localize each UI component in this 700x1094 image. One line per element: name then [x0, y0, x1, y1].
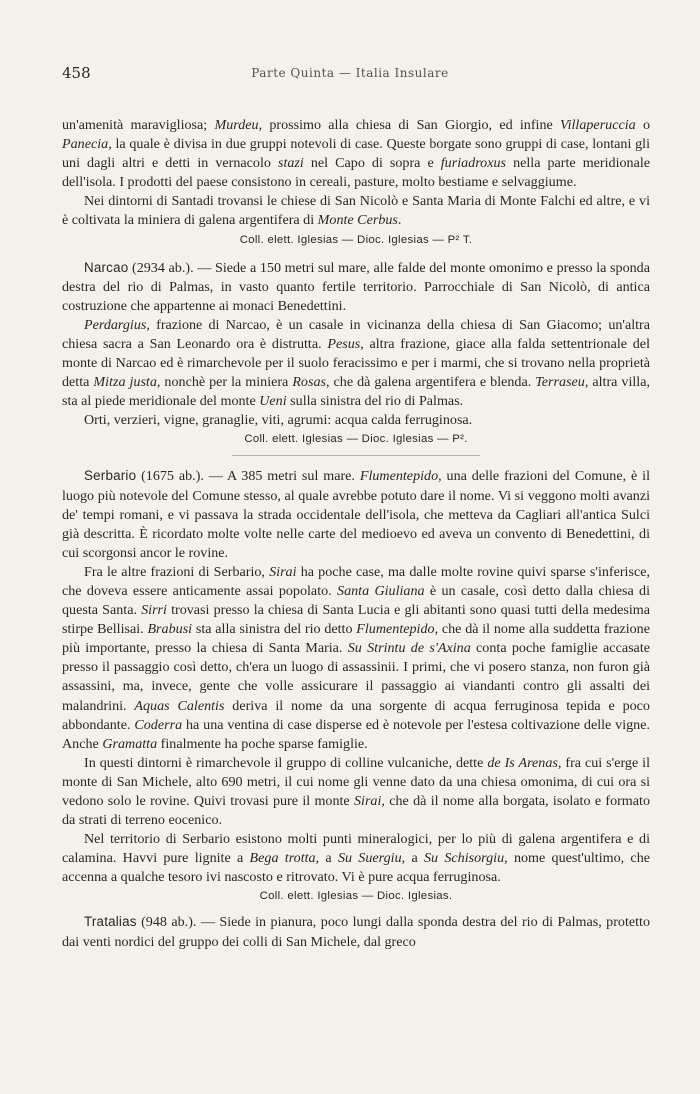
- paragraph-serbario-colline: In questi dintorni è rimarchevole il gruppo di colline vulcaniche, dette de Is Arenas, fra cui s'erge il monte di San Michele, alto 690 metri, il cui nome gli venne dato da una chiesa omonima, di cui ora si vedono solo le rovine. Quivi trovasi pure il monte Sirai, che dà il nome alla borgata, isolato e formato da strati di terreno eocenico.: [62, 754, 650, 829]
- entry-title-serbario: Serbario: [84, 468, 137, 484]
- entry-title-narcao: Narcao: [84, 259, 129, 275]
- paragraph-narcao-produce: Orti, verzieri, vigne, granaglie, viti, agrumi: acqua calda ferruginosa.: [84, 412, 473, 429]
- electoral-note-serbario: Coll. elett. Iglesias — Dioc. Iglesias.: [259, 890, 453, 903]
- entry-narcao: Narcao (2934 ab.). — Siede a 150 metri sul mare, alle falde del monte omonimo e presso la sponda destra del rio di Palmas, in vasto quanto fertile territorio. Parrocchiale di San Nicolò, di antica costruzione che appartenne ai monaci Benedettini.: [62, 259, 650, 314]
- paragraph-serbario-frazioni: Fra le altre frazioni di Serbario, Sirai ha poche case, ma dalle molte rovine quivi sparse s'inferisce, che doveva essere anticamente assai popolato. Santa Giuliana è un casale, così detto dalla chiesa di questa Santa. Sirri trovasi presso la chiesa di Santa Lucia e gli abitanti sono quasi tutti della medesima stirpe Bellisai. Brabusi sta alla sinistra del rio detto Flumentepido, che dà il nome alla suddetta frazione più importante, presso la chiesa di Santa Maria. Su Strintu de s'Axina conta poche famiglie accasate presso il passaggio così detto, ch'era un luogo di assassinii. I primi, che vi posero stanza, non furon già assassini, ma, invece, gente che volle assicurare il passaggio ai viandanti contro gli assalti dei malandrini. Aquas Calentis deriva il nome da una sorgente di acqua ferruginosa tepida e poco abbondante. Coderra ha una ventina di case disperse ed è notevole per l'estesa coltivazione delle vigne. Anche Gramatta finalmente ha poche sparse famiglie.: [62, 563, 651, 752]
- electoral-note-santadi: Coll. elett. Iglesias — Dioc. Iglesias — P² T.: [239, 233, 473, 246]
- entry-tratalias: Tratalias (948 ab.). — Siede in pianura, poco lungi dalla sponda destra del rio di Palmas, protetto dai venti nordici del gruppo dei colli di San Michele, dal greco: [62, 914, 650, 950]
- section-divider: [232, 455, 480, 456]
- paragraph-santadi-surroundings: Nei dintorni di Santadi trovansi le chiese di San Nicolò e Santa Maria di Monte Falchi ed altre, e vi è coltivata la miniera di galena argentifera di Monte Cerbus.: [62, 193, 650, 229]
- page-body: [62, 116, 650, 952]
- page-number: 458: [62, 64, 91, 82]
- paragraph-narcao-frazioni: Perdargius, frazione di Narcao, è un casale in vicinanza della chiesa di San Giacomo; un'altra chiesa sacra a San Leonardo ora è distrutta. Pesus, altra frazione, giace alla falda settentrionale del monte di Narcao ed è rimarchevole per il suolo feracissimo e per i marmi, che si trovano nella proprietà detta Mitza justa, nonchè per la miniera Rosas, che dà galena argentifera e blenda. Terraseu, altra villa, sta al piede meridionale del monte Ueni sulla sinistra del rio di Palmas.: [62, 316, 650, 410]
- paragraph-santadi-villages: un'amenità maravigliosa; Murdeu, prossimo alla chiesa di San Giorgio, ed infine Villaperuccia o Panecia, la quale è divisa in due gruppi notevoli di case. Queste borgate sono gruppi di case, lontani gli uni dagli altri e detti in vernacolo stazi nel Capo di sopra e furiadroxus nella parte meridionale dell'isola. I prodotti del paese consistono in cereali, pasture, molto bestiame e selvaggiume.: [62, 117, 651, 191]
- electoral-note-narcao: Coll. elett. Iglesias — Dioc. Iglesias — P².: [244, 433, 468, 446]
- running-title: Parte Quinta — Italia Insulare: [251, 66, 449, 80]
- paragraph-serbario-minerali: Nel territorio di Serbario esistono molti punti mineralogici, per lo più di galena argentifera e di calamina. Havvi pure lignite a Bega trotta, a Su Suergiu, a Su Schisorgiu, nome quest'ultimo, che accenna a qualche tesoro ivi nascosto e ritrovato. Vi è pure acqua ferruginosa.: [62, 831, 650, 886]
- entry-serbario: Serbario (1675 ab.). — A 385 metri sul mare. Flumentepido, una delle frazioni del Comune, è il luogo più notevole del Comune stesso, al quale avrebbe potuto dare il nome. Vi si veggono molti avanzi de' tempi romani, e vi passava la strada occidentale dell'isola, che metteva da Cagliari all'antica Sulci già descritta. È ricordato molte volte nelle carte del medioevo ed aveva un convento di Benedettini, di cui scorgonsi ancor le rovine.: [62, 468, 650, 561]
- page-header: [62, 64, 638, 86]
- entry-title-tratalias: Tratalias: [84, 914, 137, 930]
